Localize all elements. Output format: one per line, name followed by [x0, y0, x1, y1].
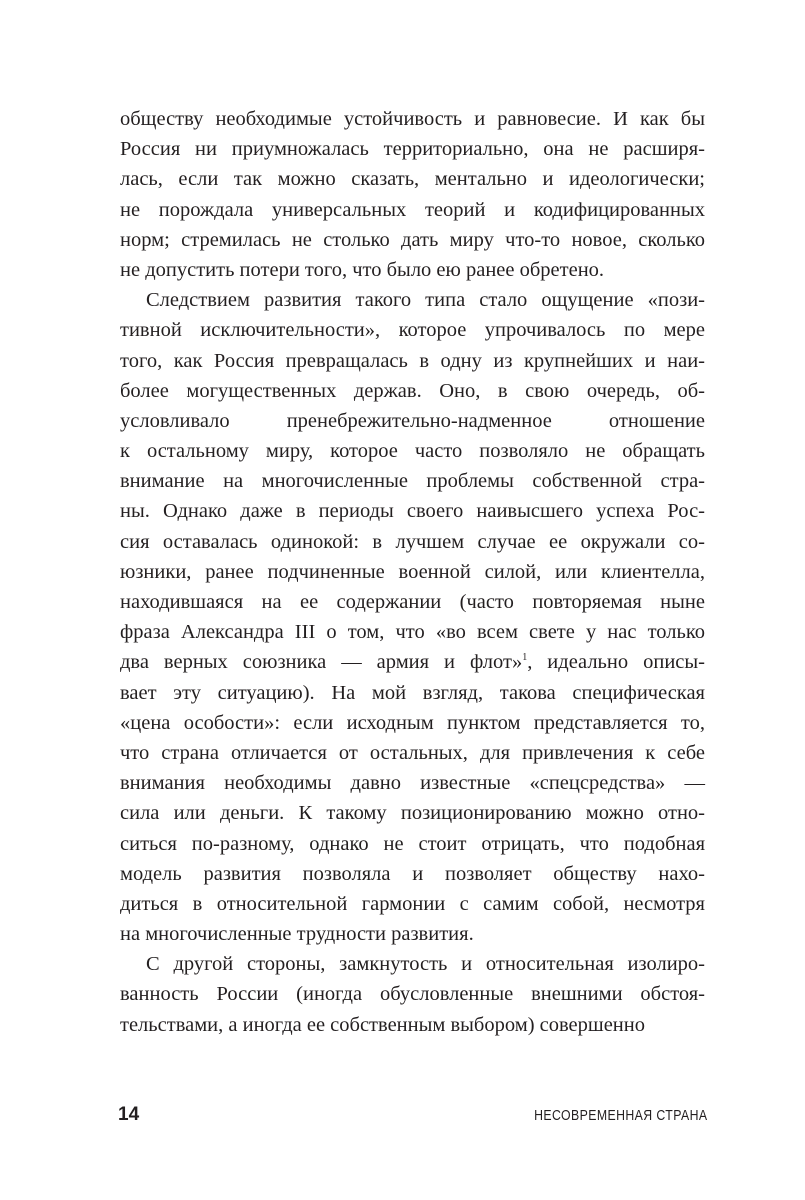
text-line: внимание на многочисленные проблемы собственной стра-	[120, 470, 705, 493]
text-line: тивной исключительности», которое упрочивалось по мере	[120, 319, 705, 342]
text-line: тельствами, а иногда ее собственным выбором) совершенно	[120, 1013, 645, 1036]
running-title: НЕСОВРЕМЕННАЯ СТРАНА	[534, 1107, 708, 1124]
text-line: того, как Россия превращалась в одну из крупнейших и наи-	[120, 349, 705, 372]
text-line: не порождала универсальных теорий и кодифицированных	[120, 198, 705, 221]
text-line: внимания необходимы давно известные «спецсредства» —	[120, 772, 705, 795]
text-line: ситься по-разному, однако не стоит отрицать, что подобная	[120, 832, 705, 855]
text-line: лась, если так можно сказать, ментально и идеологически;	[120, 168, 705, 191]
text-line: сила или деньги. К такому позиционированию можно отно-	[120, 802, 705, 825]
paragraph	[120, 949, 705, 1040]
text-line: «цена особости»: если исходным пунктом представляется то,	[120, 711, 705, 734]
text-line: С другой стороны, замкнутость и относительная изолиро-	[146, 953, 705, 976]
text-segment: два верных союзника — армия и флот»	[120, 651, 523, 674]
text-line: условливало пренебрежительно-надменное отношение	[120, 409, 705, 432]
text-line: что страна отличается от остальных, для привлечения к себе	[120, 741, 705, 764]
text-line: модель развития позволяла и позволяет обществу нахо-	[120, 862, 705, 885]
text-line: более могущественных держав. Оно, в свою очередь, об-	[120, 379, 705, 402]
text-line: юзники, ранее подчиненные военной силой, или клиентелла,	[120, 560, 705, 583]
text-line: сия оставалась одинокой: в лучшем случае ее окружали со-	[120, 530, 705, 553]
page-number: 14	[118, 1104, 140, 1125]
text-line: диться в относительной гармонии с самим собой, несмотря	[120, 892, 705, 915]
page-footer	[118, 1104, 708, 1126]
text-segment: , идеально описы-	[527, 651, 705, 674]
text-line: норм; стремилась не столько дать миру что-то новое, сколько	[120, 228, 705, 251]
text-line: обществу необходимые устойчивость и равновесие. И как бы	[120, 108, 705, 130]
text-line: ны. Однако даже в периоды своего наивысшего успеха Рос-	[120, 500, 705, 523]
body-text	[120, 104, 705, 1040]
text-line: к остальному миру, которое часто позволяло не обращать	[120, 440, 705, 463]
footnote-mark[interactable]: 1	[522, 652, 528, 664]
text-line: находившаяся на ее содержании (часто повторяемая ныне	[120, 591, 705, 613]
text-line: ванность России (иногда обусловленные внешними обстоя-	[120, 983, 705, 1006]
text-line: фраза Александра III о том, что «во всем свете у нас только	[120, 621, 705, 644]
text-line: Следствием развития такого типа стало ощущение «пози-	[146, 289, 705, 312]
text-line: не допустить потери того, что было ею ранее обретено.	[120, 258, 605, 281]
text-line: Россия ни приумножалась территориально, она не расширя-	[120, 138, 705, 161]
text-line: вает эту ситуацию). На мой взгляд, такова специфическая	[120, 681, 705, 704]
text-line	[120, 647, 705, 677]
text-line: на многочисленные трудности развития.	[120, 923, 474, 946]
paragraph	[120, 285, 705, 949]
paragraph	[120, 104, 705, 285]
